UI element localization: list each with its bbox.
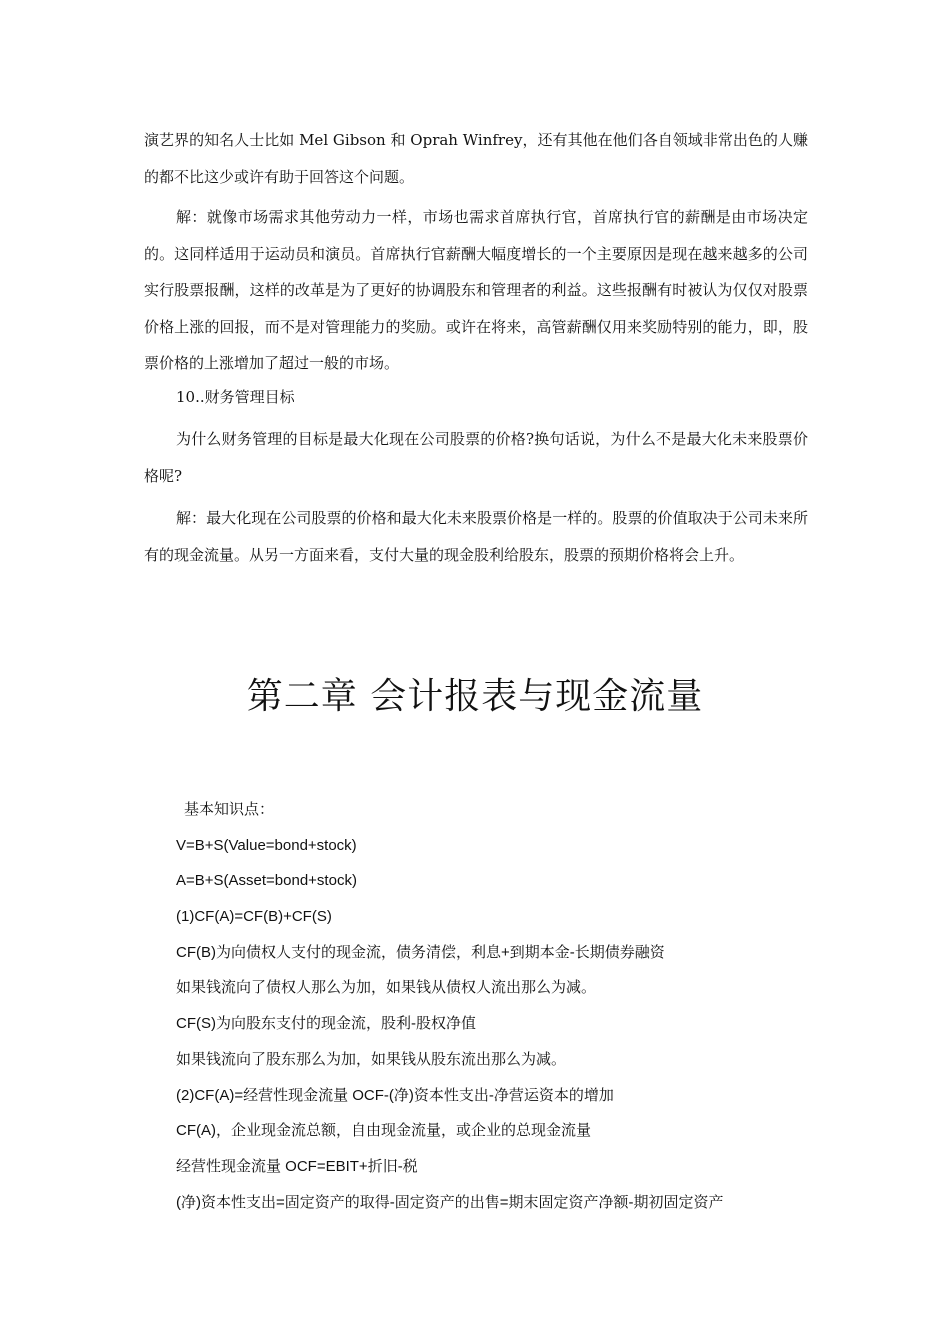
formula-line: V=B+S(Value=bond+stock) xyxy=(176,836,357,854)
paragraph-answer-ceo-pay: 解：就像市场需求其他劳动力一样，市场也需求首席执行官，首席执行官的薪酬是由市场决定的。这同样适用于运动员和演员。首席执行官薪酬大幅度增长的一个主要原因是现在越来越多的公司实行股票报酬，这样的改革是为了更好的协调股东和管理者的利益。这些报酬有时被认为仅仅对股票价格上涨的回报，而不是对管理能力的奖励。或许在将来，高管薪酬仅用来奖励特别的能力，即，股票价格的上涨增加了超过一般的市场。 xyxy=(144,208,808,372)
section-heading: 基本知识点： xyxy=(184,800,275,818)
knowledge-points-list xyxy=(176,792,816,1220)
paragraph-celebrity-pay: 演艺界的知名人士比如 Mel Gibson 和 Oprah Winfrey，还有其他在他们各自领域非常出色的人赚的都不比这少或许有助于回答这个问题。 xyxy=(144,131,808,186)
formula-line: CF(A)，企业现金流总额，自由现金流量，或企业的总现金流量 xyxy=(176,1122,591,1140)
question-heading-10: 10..财务管理目标 xyxy=(176,388,295,406)
chapter-title: 第二章 会计报表与现金流量 xyxy=(246,676,704,717)
formula-line: A=B+S(Asset=bond+stock) xyxy=(176,872,357,890)
formula-line: (净)资本性支出=固定资产的取得-固定资产的出售=期末固定资产净额-期初固定资产 xyxy=(176,1193,724,1211)
formula-line: 如果钱流向了债权人那么为加，如果钱从债权人流出那么为减。 xyxy=(176,979,597,997)
formula-line: (1)CF(A)=CF(B)+CF(S) xyxy=(176,908,332,926)
formula-line: CF(S)为向股东支付的现金流，股利-股权净值 xyxy=(176,1015,476,1033)
formula-line: 如果钱流向了股东那么为加，如果钱从股东流出那么为减。 xyxy=(176,1050,567,1068)
formula-line: (2)CF(A)=经营性现金流量 OCF-(净)资本性支出-净营运资本的增加 xyxy=(176,1086,614,1104)
paragraph-question-10: 为什么财务管理的目标是最大化现在公司股票的价格?换句话说，为什么不是最大化未来股票价格呢? xyxy=(144,430,808,485)
formula-line: CF(B)为向债权人支付的现金流，债务清偿，利息+到期本金-长期债券融资 xyxy=(176,943,665,961)
formula-line: 经营性现金流量 OCF=EBIT+折旧-税 xyxy=(176,1157,418,1175)
paragraph-answer-10: 解：最大化现在公司股票的价格和最大化未来股票价格是一样的。股票的价值取决于公司未来所有的现金流量。从另一方面来看，支付大量的现金股利给股东，股票的预期价格将会上升。 xyxy=(144,509,808,564)
